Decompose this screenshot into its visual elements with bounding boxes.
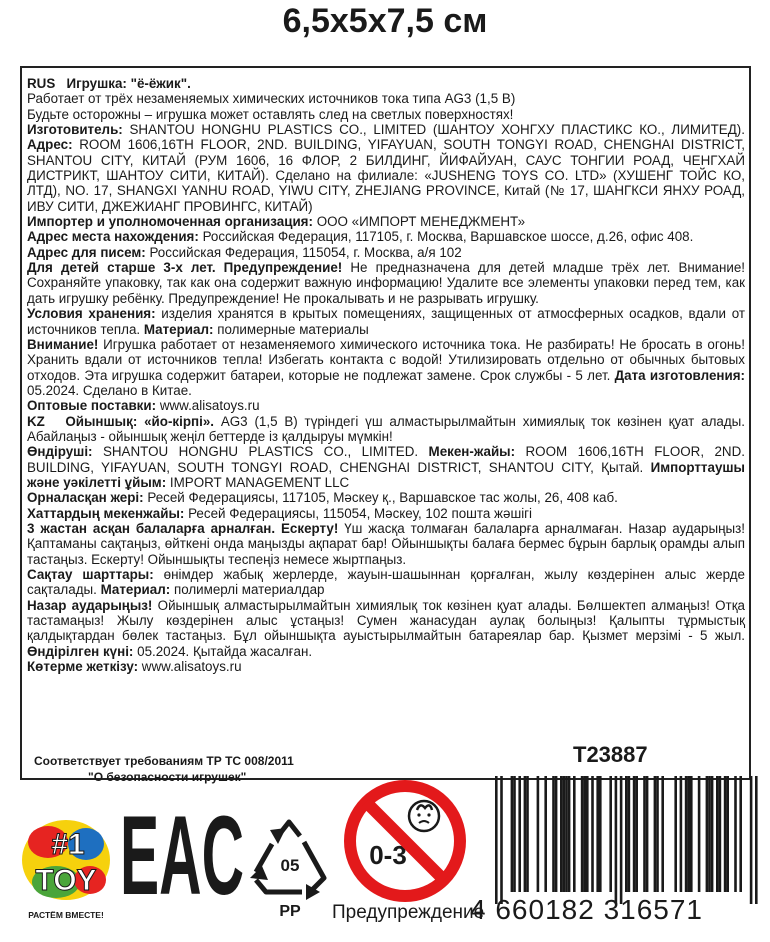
label-text — [27, 76, 745, 674]
kz-mail: Хаттардың мекенжайы: Ресей Федерациясы, 115054, Мәскеу, 102 пошта жәшігі — [27, 505, 533, 521]
kz-wholesale: Көтерме жеткізу: www.alisatoys.ru — [27, 659, 242, 675]
svg-text:#1: #1 — [51, 828, 85, 861]
brand-logo-icon — [18, 812, 114, 924]
rus-line-2: Работает от трёх незаменяемых химических источников тока типа AG3 (1,5 В) — [27, 91, 516, 107]
kz-toy: KZ Ойыншық: «йо-кірпі». AG3 (1,5 В) түріндегі үш алмастырылмайтын химиялық ток көзінен қуат алады. Абайлаңыз - ойыншық жеңіл беттерде із қалдыруы мүмкін! — [27, 413, 745, 444]
rus-age: Для детей старше 3-х лет. Предупреждение! Не предназначена для детей младше трёх лет. Внимание! Сохраняйте упаковку, так как она содержит важную информацию! Удалите все элементы упаковки перед тем, как дать игрушку ребёнку. Предупреждение! Не прокалывать и не разрывать игрушку. — [27, 260, 745, 306]
rus-line-3: Будьте осторожны – игрушка может оставлять след на светлых поверхностях! — [27, 106, 514, 122]
rus-importer: Импортер и уполномоченная организация: ООО «ИМПОРТ МЕНЕДЖМЕНТ» — [27, 214, 526, 230]
eac-mark-icon — [117, 798, 247, 900]
age-restriction-icon — [342, 778, 468, 904]
kz-age: 3 жастан асқан балаларға арналған. Ескерту! Үш жасқа толмаған балаларға арналмаған. Назар аударыңыз! Қаптаманы сақтаңыз, өйткені онда маңызды ақпарат бар! Ойыншықты балаға бермес бұрын барлық орамды алып тастаңыз. Ескерту! Ойыншықты теспеңіз немесе жыртпаңыз. — [27, 520, 745, 567]
kz-maker: Өндіруші: SHANTOU HONGHU PLASTICS CO., LIMITED. Мекен-жайы: ROOM 1606,16TH FLOOR, 2ND. BUILDING, YIFAYUAN, SOUTH TONGYI ROAD, CHENGHAI DISTRICT, SHANTOU CITY, Қытай. Импорттаушы және уәкілетті ұйым: IMPORT MANAGEMENT LLC — [27, 444, 745, 490]
recycle-pp-icon — [246, 818, 332, 920]
warning-label: Предупреждение — [332, 902, 485, 923]
svg-text:TOY: TOY — [35, 864, 97, 897]
svg-text:РАСТЁМ ВМЕСТЕ!: РАСТЁМ ВМЕСТЕ! — [28, 910, 104, 920]
rus-mail: Адрес для писем: Российская Федерация, 115054, г. Москва, а/я 102 — [27, 244, 462, 260]
svg-text:PP: PP — [279, 903, 301, 920]
kz-storage: Сақтау шарттары: өнімдер жабық жерлерде, жауын-шашыннан қорғалған, жылу көздерінен алыс жерде сақталады. Материал: полимерлі материалдар — [27, 567, 745, 598]
certification-line-1: Соответствует требованиям ТР ТС 008/2011 — [34, 754, 294, 768]
barcode-number: 4 660182 316571 — [470, 894, 703, 925]
rus-storage: Условия хранения: изделия хранятся в крытых помещениях, защищенных от атмосферных осадков, вдали от источников тепла. Материал: полимерные материалы — [27, 306, 745, 337]
kz-attention: Назар аударыңыз! Ойыншық алмастырылмайтын химиялық ток көзінен қуат алады. Бөлшектеп алмаңыз! Отқа тастамаңыз! Жылу көздерінен алыс ұстаңыз! Сумен жанасудан аулақ болыңыз! Қалыпты тұрмыстық қалдықтардан бөлек тастаңыз. Бұл ойыншықта ауыстырылмайтын батареялар бар. Қызмет мерзімі - 5 жыл. Өндірілген күні: 05.2024. Қытайда жасалған. — [27, 597, 745, 659]
rus-location: Адрес места нахождения: Российская Федерация, 117105, г. Москва, Варшавское шоссе, д.26, офис 408. — [27, 229, 694, 245]
rus-maker: Изготовитель: SHANTOU HONGHU PLASTICS CO., LIMITED (ШАНТОУ ХОНГХУ ПЛАСТИКС КО., ЛИМИТЕД). Адрес: ROOM 1606,16TH FLOOR, 2ND. BUILDING, YIFAYUAN, SOUTH TONGYI ROAD, CHENGHAI DISTRICT, SHANTOU CITY, КИТАЙ (РУМ 1606, 16 ФЛОР, 2 БИЛДИНГ, ЙИФАЙУАН, САУС ТОНГИИ РОАД, ЧЕНГХАЙ ДИСТРИКТ, ШАНТОУ СИТИ, КИТАЙ). Сделано на филиале: «JUSHENG TOYS CO. LTD» (ХУШЕНГ ТОЙС КО, ЛТД), NO. 17, SHANGXI YANHU ROAD, YIWU CITY, ZHEJIANG PROVINCE, Китай (№ 17, ШАНГКСИ ЯНХУ РОАД, ИВУ СИТИ, ДЖЕЖИАНГ ПРОВИНГС, КИТАЙ) — [27, 122, 745, 214]
rus-line-1: RUS Игрушка: "ё-ёжик". — [27, 76, 191, 91]
svg-text:0-3: 0-3 — [369, 840, 407, 870]
barcode-icon — [495, 776, 763, 904]
package-size-title: 6,5x5x7,5 см — [282, 2, 488, 40]
svg-text:05: 05 — [280, 856, 300, 875]
kz-location: Орналасқан жері: Ресей Федерациясы, 117105, Мәскеу қ., Варшавское тас жолы, 26, 408 каб. — [27, 490, 618, 506]
certification-line-2: "О безопасности игрушек" — [88, 770, 247, 784]
rus-attention: Внимание! Игрушка работает от незаменяемого химического источника тока. Не разбирать! Не бросать в огонь! Хранить вдали от источников тепла! Избегать контакта с водой! Утилизировать отдельно от обычных бытовых отходов. Эта игрушка содержит батареи, которые не подлежат замене. Срок службы - 5 лет. Дата изготовления: 05.2024. Сделано в Китае. — [27, 336, 745, 398]
svg-text:EAC: EAC — [120, 798, 244, 900]
product-code: T23887 — [573, 742, 648, 767]
rus-wholesale: Оптовые поставки: www.alisatoys.ru — [27, 398, 260, 414]
